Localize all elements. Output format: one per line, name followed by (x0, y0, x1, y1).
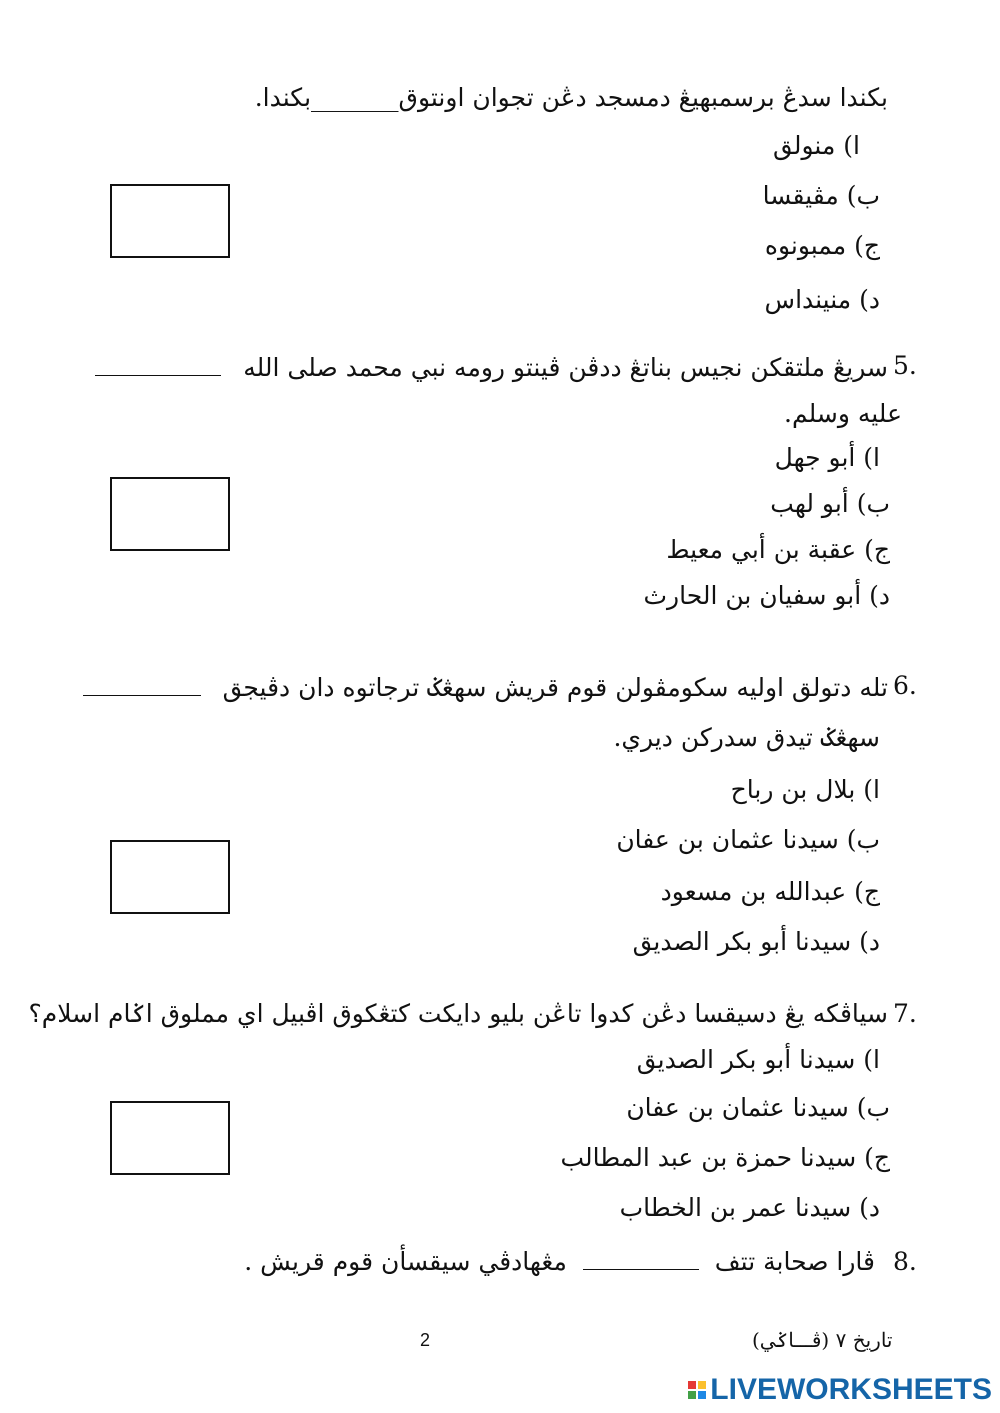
q7-option-a: ا) سيدنا أبو بكر الصديق (636, 1045, 880, 1074)
logo-square-yellow (698, 1381, 706, 1389)
q6-option-a: ا) بلال بن رباح (730, 775, 880, 804)
page-number: 2 (420, 1330, 431, 1350)
q5-option-a: ا) أبو جهل (774, 443, 880, 472)
q8-number: 8. (893, 1247, 917, 1276)
logo-square-red (688, 1381, 696, 1389)
q4-stem: بكندا سدڠ برسمبهيڠ دمسجد دڠن تجوان اونتوق_______بكندا. (254, 83, 888, 112)
q8-blank[interactable] (583, 1247, 699, 1270)
q7-number: 7. (893, 999, 917, 1028)
q6-option-c: ج) عبدالله بن مسعود (660, 877, 880, 906)
q5-option-b: ب) أبو لهب (770, 489, 890, 518)
q4-option-b: ب) مڤيقسا (762, 181, 880, 210)
q6-stem-line1 (83, 670, 888, 706)
q6-stem-text: تله دتولق اوليه سكومڤولن قوم قريش سهڠݢ ترجاتوه دان دڤيجق (222, 673, 888, 702)
liveworksheets-logo-icon (688, 1381, 706, 1399)
q6-option-b: ب) سيدنا عثمان بن عفان (616, 825, 880, 854)
q5-option-c: ج) عقبة بن أبي معيط (666, 535, 890, 564)
logo-square-blue (698, 1391, 706, 1399)
q8-stem-right: ڤارا صحابة تتف (714, 1247, 875, 1276)
q7-option-b: ب) سيدنا عثمان بن عفان (626, 1093, 890, 1122)
footer-subject: تاريخ ٧ (ڤـــاݢي) (752, 1328, 893, 1352)
q4-option-d: د) منينداس (764, 285, 880, 314)
q5-number: 5. (893, 351, 917, 380)
q5-stem-line1 (95, 350, 888, 386)
q4-option-c: ج) ممبونوه (764, 231, 880, 260)
q6-blank[interactable] (83, 673, 201, 696)
q6-answer-box[interactable] (110, 840, 230, 914)
q6-stem-line2: سهڠݢ تيدق سدركن ديري. (613, 723, 880, 752)
q5-blank[interactable] (95, 353, 221, 376)
q4-option-a: ا) منولق (773, 131, 860, 160)
q7-stem: سياڤكه يڠ دسيقسا دڠن كدوا تاڠن بليو دايكت كتڠكوق اڤبيل اي مملوق اݢام اسلام؟ (28, 999, 888, 1028)
brand-name: LIVEWORKSHEETS (710, 1373, 992, 1406)
q5-stem-text: سريڠ ملتقكن نجيس بناتڠ ددڤن ڤينتو رومه نبي محمد صلى الله (243, 353, 888, 382)
q7-option-d: د) سيدنا عمر بن الخطاب (619, 1193, 880, 1222)
logo-square-green (688, 1391, 696, 1399)
q7-answer-box[interactable] (110, 1101, 230, 1175)
q8-stem-left: مڠهادڤي سيقسأن قوم قريش . (244, 1247, 567, 1276)
q5-stem-line2: عليه وسلم. (784, 399, 902, 428)
q8-stem (244, 1244, 875, 1280)
q5-option-d: د) أبو سفيان بن الحارث (643, 581, 890, 610)
q5-answer-box[interactable] (110, 477, 230, 551)
liveworksheets-brand (688, 1373, 992, 1407)
q7-option-c: ج) سيدنا حمزة بن عبد المطالب (560, 1143, 890, 1172)
q6-number: 6. (893, 671, 917, 700)
q4-answer-box[interactable] (110, 184, 230, 258)
q6-option-d: د) سيدنا أبو بكر الصديق (632, 927, 880, 956)
